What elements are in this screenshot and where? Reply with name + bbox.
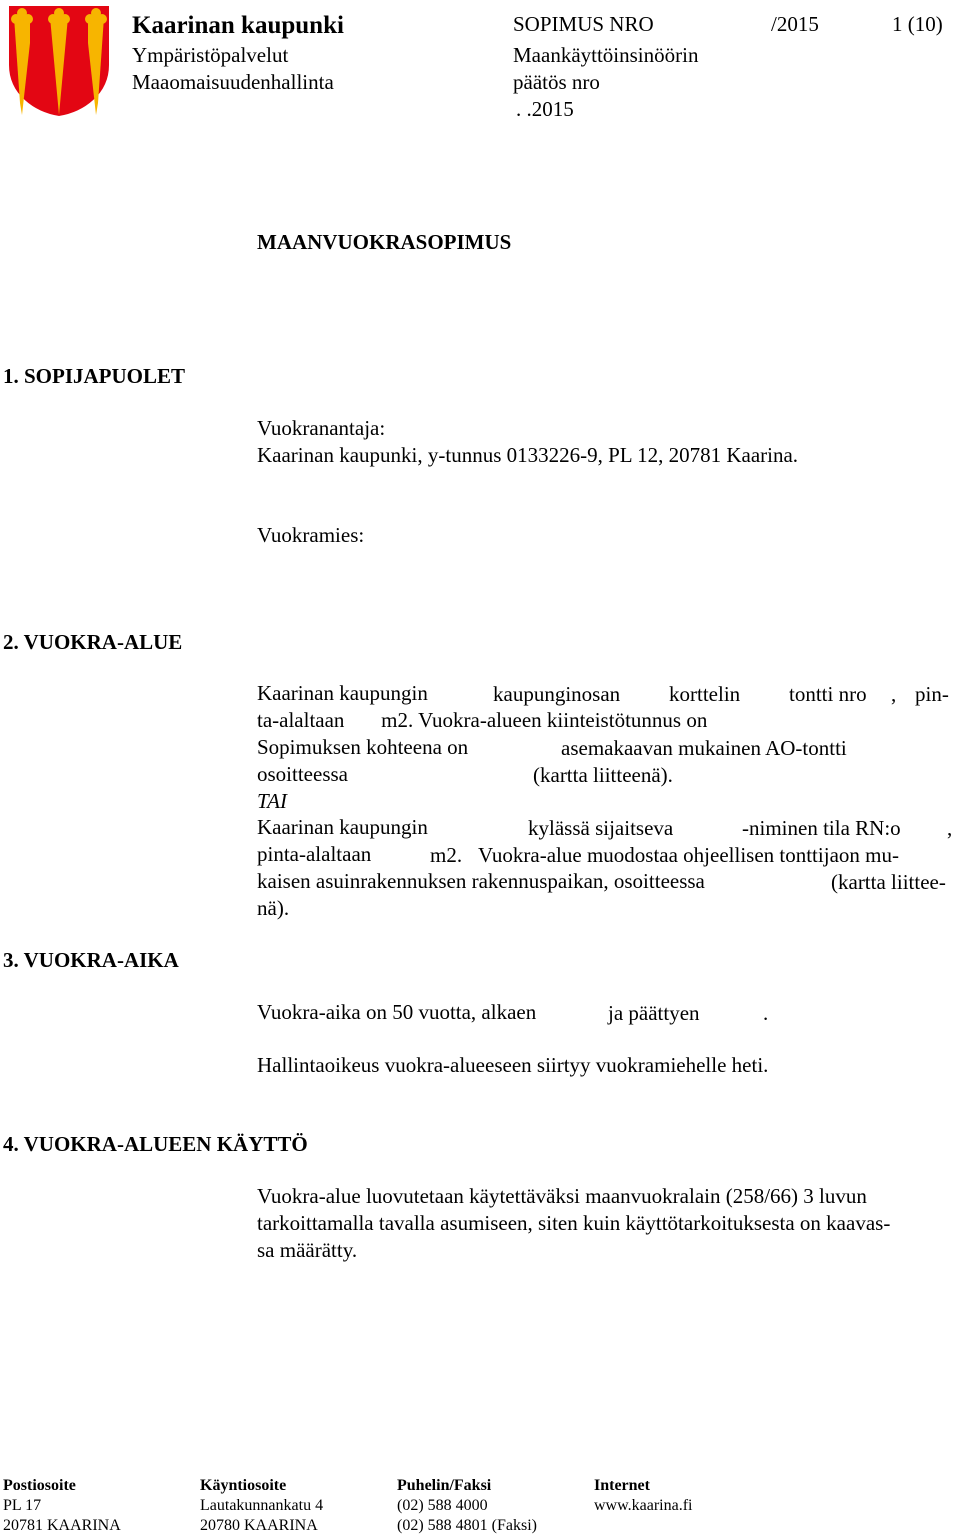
area-line-4b: (kartta liitteenä). — [533, 763, 673, 787]
decision-number: päätös nro — [513, 70, 600, 94]
area-line-4a: osoitteessa — [257, 762, 348, 786]
sub-department: Maaomaisuudenhallinta — [132, 70, 334, 94]
area-line-6a: Kaarinan kaupungin — [257, 815, 428, 839]
section-heading-parties: 1. SOPIJAPUOLET — [3, 364, 186, 388]
decision-date: . .2015 — [516, 97, 574, 121]
page-number: 1 (10) — [892, 12, 943, 36]
lessor-details: Kaarinan kaupunki, y-tunnus 0133226-9, PL 12, 20781 Kaarina. — [257, 443, 799, 467]
area-line-1: Kaarinan kaupungin — [257, 681, 428, 705]
department: Ympäristöpalvelut — [132, 43, 289, 67]
footer-postal: Postiosoite PL 17 20781 KAARINA — [3, 1477, 121, 1534]
term-text-b: ja päättyen — [608, 1001, 700, 1025]
lessor-label: Vuokranantaja: — [257, 416, 386, 440]
area-line-9: nä). — [257, 896, 290, 920]
area-block: korttelin — [669, 682, 741, 706]
footer-visiting: Käyntiosoite Lautakunnankatu 4 20780 KAARINA — [200, 1477, 324, 1534]
website-link[interactable]: www.kaarina.fi — [594, 1497, 693, 1514]
area-line-7a: pinta-alaltaan — [257, 842, 372, 866]
area-line-7c: Vuokra-alue muodostaa ohjeellisen tonttijaon mu- — [478, 843, 899, 867]
lessee-label: Vuokramies: — [257, 523, 365, 547]
contract-year: /2015 — [771, 12, 819, 36]
decision-maker: Maankäyttöinsinöörin — [513, 43, 699, 67]
area-district: kaupunginosan — [493, 682, 621, 706]
section-heading-area: 2. VUOKRA-ALUE — [3, 630, 183, 654]
area-line-6d: , — [947, 816, 953, 840]
city-name: Kaarinan kaupunki — [132, 12, 344, 39]
footer-internet: Internet www.kaarina.fi — [594, 1477, 693, 1514]
area-plot: tontti nro — [789, 682, 867, 706]
use-line-2: tarkoittamalla tavalla asumiseen, siten kuin käyttötarkoituksesta on kaavas- — [257, 1211, 891, 1235]
document-title: MAANVUOKRASOPIMUS — [257, 230, 512, 254]
area-hyphen: pin- — [915, 682, 949, 706]
area-line-7b: m2. — [430, 843, 463, 867]
area-line-8b: (kartta liittee- — [831, 870, 946, 894]
section-heading-term: 3. VUOKRA-AIKA — [3, 948, 179, 972]
area-line-3a: Sopimuksen kohteena on — [257, 735, 469, 759]
term-text-a: Vuokra-aika on 50 vuotta, alkaen — [257, 1000, 537, 1024]
coat-of-arms-icon — [6, 3, 112, 119]
footer-phone: Puhelin/Faksi (02) 588 4000 (02) 588 4801 (Faksi) — [397, 1477, 537, 1534]
area-line-6c: -niminen tila RN:o — [742, 816, 901, 840]
area-line-8a: kaisen asuinrakennuksen rakennuspaikan, osoitteessa — [257, 869, 705, 893]
section-heading-use: 4. VUOKRA-ALUEEN KÄYTTÖ — [3, 1132, 308, 1156]
possession-text: Hallintaoikeus vuokra-alueeseen siirtyy vuokramiehelle heti. — [257, 1053, 769, 1077]
area-line-3b: asemakaavan mukainen AO-tontti — [561, 736, 847, 760]
use-line-3: sa määrätty. — [257, 1238, 358, 1262]
area-comma: , — [891, 682, 897, 706]
area-alternative: TAI — [257, 789, 287, 813]
area-line-2: ta-alaltaan m2. Vuokra-alueen kiinteistötunnus on — [257, 708, 708, 732]
term-text-c: . — [763, 1001, 769, 1025]
contract-number-label: SOPIMUS NRO — [513, 12, 654, 36]
use-line-1: Vuokra-alue luovutetaan käytettäväksi maanvuokralain (258/66) 3 luvun — [257, 1184, 867, 1208]
area-line-6b: kylässä sijaitseva — [528, 816, 674, 840]
